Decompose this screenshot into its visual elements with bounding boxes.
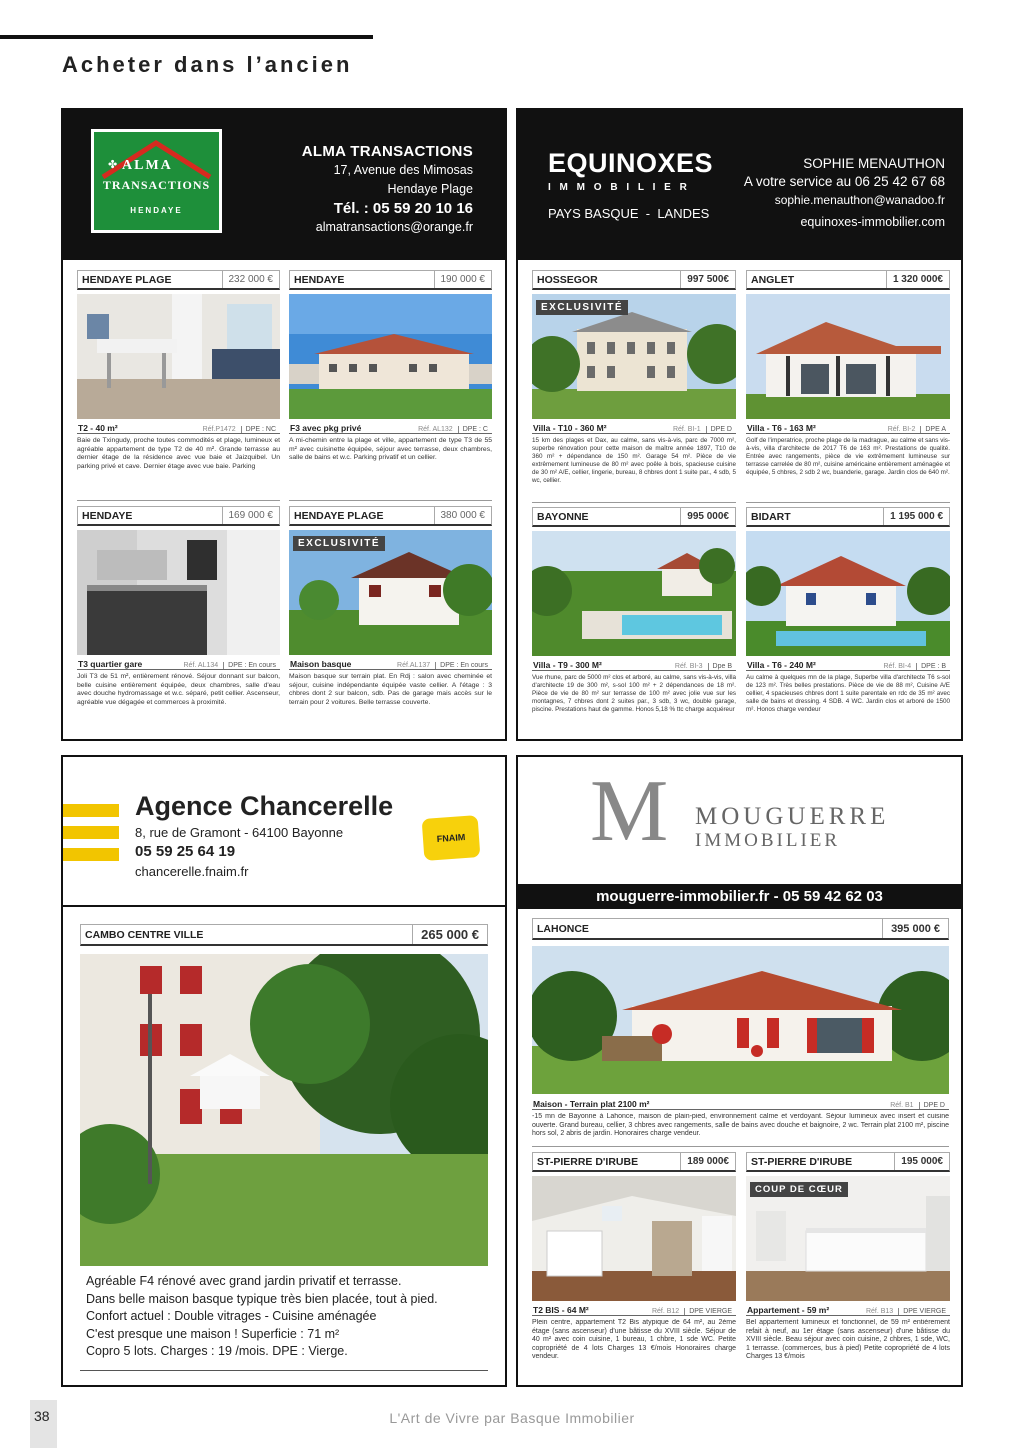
listing-location: ANGLET <box>751 273 795 286</box>
equinoxes-brand: EQUINOXES <box>548 148 714 178</box>
listing-ref: Réf. BI-3 <box>674 663 703 670</box>
listing-dpe: DPE : NC <box>241 426 280 433</box>
listing-card[interactable] <box>532 1152 736 1382</box>
listing-card[interactable] <box>746 1152 950 1382</box>
exclusivite-badge: EXCLUSIVITÉ <box>536 300 628 315</box>
listing-price: 395 000 € <box>882 919 948 938</box>
listing-location: ST-PIERRE D'IRUBE <box>751 1155 853 1168</box>
listing-type: Villa - T10 - 360 M² <box>533 423 607 433</box>
mouguerre-panel <box>516 755 963 1387</box>
chancerelle-address: 8, rue de Gramont - 64100 Bayonne <box>135 825 344 840</box>
listing-description: Vue rhune, parc de 5000 m² clos et arboré, au calme, sans vis-à-vis, villa d'architecte 19 de 300 m², s-sol 100 m² + 2 dépendances de 18 m². Pièce de vie de 80 m² sur terrasse de 100 m² avec jolie vue sur les montagnes, 7 chbres dont 2 suites par., 3 sdb, 3 wc, double garage, piscine. Prestations haut de gamme. Honos 5,18 % ttc charge acquéreur <box>532 674 736 713</box>
listing-location: HOSSEGOR <box>537 273 598 286</box>
listing-description: Golf de l'imperatrice, proche plage de la madrague, au calme et sans vis-à-vis, villa d'architecte de 2017 T6 de 163 m². Prestations de qualité. Entrée avec rangements, pièce de vie extrêmement lumineuse sur terrasse carrelée de 80 m², cuisine américaine entièrement aménagée et équipée, 5 chbres, 2 sdb 2 wc, buanderie, garage. Jardin clos de 640 m². <box>746 437 950 476</box>
fnaim-logo <box>422 815 481 861</box>
listing-photo[interactable] <box>77 294 280 419</box>
alma-logo-line2: TRANSACTIONS <box>102 178 211 192</box>
listing-card[interactable] <box>532 918 949 1146</box>
fnaim-label: FNAIM <box>436 832 466 844</box>
listing-price: 190 000 € <box>434 271 492 288</box>
listing-type: Villa - T9 - 300 M² <box>533 660 602 670</box>
coup-de-coeur-badge: COUP DE CŒUR <box>750 1182 848 1197</box>
listing-location: ST-PIERRE D'IRUBE <box>537 1155 639 1168</box>
listing-type: Appartement - 59 m² <box>747 1305 830 1315</box>
listing-type: T2 - 40 m² <box>78 423 118 433</box>
equinoxes-contact-name: SOPHIE MENAUTHON <box>803 156 945 171</box>
equinoxes-logo <box>548 148 713 221</box>
listing-dpe: DPE D <box>919 1102 949 1109</box>
alma-phone: Tél. : 05 59 20 10 16 <box>333 200 473 217</box>
listing-card[interactable] <box>746 507 950 737</box>
chancerelle-name: Agence Chancerelle <box>135 791 394 821</box>
chancerelle-panel <box>61 755 507 1387</box>
listing-type: Maison basque <box>290 659 352 669</box>
listing-type: Villa - T6 - 163 M² <box>747 423 816 433</box>
listing-price: 1 320 000€ <box>886 271 949 288</box>
listing-location: HENDAYE <box>82 509 133 522</box>
description-line: Agréable F4 rénové avec grand jardin privatif et terrasse. <box>86 1274 402 1288</box>
listing-photo[interactable] <box>746 531 950 656</box>
listing-photo[interactable] <box>746 294 950 419</box>
description-line: Confort actuel : Double vitrages - Cuisine aménagée <box>86 1309 377 1323</box>
chancerelle-phone: 05 59 25 64 19 <box>135 843 236 860</box>
listing-description: 15 km des plages et Dax, au calme, sans vis-à-vis, parc de 7000 m², superbe rénovation pour cette maison de maître année 1897, T10 de 360 m² + dépendance de 150 m². Garage 54 m². Pièce de vie extrêmement lumineuse de 80 m² avec poêle à bois, spacieuse cuisine de 30 m² A/E, cellier, lingerie, bureau, 8 chbres dont 1 suite par., 4 sdb, 5 wc, cellier. <box>532 437 736 484</box>
listing-ref: Réf. BI-2 <box>887 426 916 433</box>
listing-photo[interactable] <box>532 531 736 656</box>
listing-description: Baie de Txingudy, proche toutes commodités et plage, lumineux et agréable appartement de type T2 de 40 m². Grande terrasse au dernier étage de la résidence avec vue baie et Jaizquibel. Un parking privé et cave. Dernier étage avec vue baie. Parking <box>77 437 280 470</box>
listing-type: Maison - Terrain plat 2100 m² <box>533 1099 650 1109</box>
listing-dpe: DPE D <box>706 426 736 433</box>
listing-dpe: DPE A <box>920 426 950 433</box>
equinoxes-email[interactable]: sophie.menauthon@wanadoo.fr <box>774 193 945 207</box>
chancerelle-divider <box>63 905 505 907</box>
listing-ref: Réf. BI-4 <box>883 663 912 670</box>
listing-type: Villa - T6 - 240 M² <box>747 660 816 670</box>
chancerelle-logo-bars <box>63 804 119 862</box>
listing-price: 1 195 000 € <box>883 508 949 525</box>
page-number: 38 <box>34 1408 50 1424</box>
listing-dpe: DPE : C <box>458 426 492 433</box>
listing-location: BIDART <box>751 510 791 523</box>
listing-photo[interactable] <box>80 954 488 1266</box>
listing-description: -15 mn de Bayonne à Lahonce, maison de plain-pied, environnement calme et verdoyant. Séjour lumineux avec insert et cuisine ouverte. Grand bureau, cellier, 3 chbres avec rangements, salle de bains avec douche et baignoire, 2 wc. Terrain plat 2100 m², piscine hors sol, 2 abris de jardin. Honoraires charge vendeur. <box>532 1113 949 1137</box>
listing-card[interactable] <box>532 507 736 737</box>
listing-location: CAMBO CENTRE VILLE <box>85 928 204 941</box>
listing-location: LAHONCE <box>537 922 589 935</box>
description-line: Copro 5 lots. Charges : 19 /mois. DPE : Vierge. <box>86 1344 348 1358</box>
listing-type: T3 quartier gare <box>78 659 143 669</box>
listing-description <box>86 1273 438 1361</box>
listing-type: F3 avec pkg privé <box>290 423 362 433</box>
alma-city: Hendaye Plage <box>387 182 473 196</box>
listing-photo[interactable] <box>532 946 949 1094</box>
alma-address: 17, Avenue des Mimosas <box>333 163 473 177</box>
svg-text:✤: ✤ <box>108 159 118 171</box>
listing-description: A mi-chemin entre la plage et ville, appartement de type T3 de 55 m² avec cuisinette équipée, séjour avec terrasse, deux chambres, salle de bains et w.c. Parking privatif et un cellier. <box>289 437 492 461</box>
listing-type: T2 BIS - 64 M² <box>533 1305 589 1315</box>
listing-dpe: DPE : En cours <box>435 662 492 669</box>
listing-ref: Réf.P1472 <box>202 426 236 433</box>
alma-logo-line1: ALMA <box>122 158 173 173</box>
top-rule <box>0 35 373 39</box>
listing-photo[interactable] <box>532 1176 736 1301</box>
listing-photo[interactable] <box>77 530 280 655</box>
listing-ref: Réf. B12 <box>651 1308 680 1315</box>
equinoxes-header <box>518 110 961 260</box>
alma-logo <box>91 129 222 233</box>
alma-panel <box>61 108 507 741</box>
listing-card[interactable] <box>746 270 950 502</box>
listing-description: Bel appartement lumineux et fonctionnel, de 59 m² entièrement refait à neuf, au 1er étage (sans ascenseur) d'une bâtisse du XVIII siècle. Beau séjour avec coin cuisine, 2 chbres, 1 sde, WC, 1 terrasse. (commerces, bus à pied) Petite copropriété de 4 lots Charges 13 €/mois <box>746 1319 950 1360</box>
listing-ref: Réf. AL132 <box>418 426 453 433</box>
mouguerre-name2: IMMOBILIER <box>695 830 841 851</box>
listing-description: Maison basque sur terrain plat. En Rdj : salon avec cheminée et séjour, cuisine indépendante équipée vaste cellier. A l'étage : 3 chbres dont 2 sur balcon, sdb. Pas de garage mais accès sur le terrain pour 2 voitures. Belle terrasse couverte. <box>289 673 492 706</box>
listing-card[interactable] <box>77 270 280 500</box>
listing-location: HENDAYE PLAGE <box>82 273 172 286</box>
listing-description: Plein centre, appartement T2 Bis atypique de 64 m², au 2ème étage (sans ascenseur) d'une bâtisse du XVIII siècle. Séjour de 40 m² avec coin cuisine, 1 bureau, 1 chbre, 1 sde WC. Petite copropriété de 4 lots Charges 13 €/mois Honoraires charge vendeur. <box>532 1319 736 1360</box>
page-title: Acheter dans l’ancien <box>62 52 353 77</box>
listing-ref: Réf. AL134 <box>183 662 219 669</box>
mouguerre-name1: MOUGUERRE <box>695 803 890 830</box>
listing-dpe: DPE VIERGE <box>684 1308 736 1315</box>
listing-price: 380 000 € <box>434 507 492 524</box>
chancerelle-website[interactable]: chancerelle.fnaim.fr <box>135 864 249 879</box>
listing-price: 265 000 € <box>412 925 487 944</box>
equinoxes-sub: I M M O B I L I E R <box>548 182 690 193</box>
exclusivite-badge: EXCLUSIVITÉ <box>293 536 385 551</box>
description-line: C'est presque une maison ! Superficie : 71 m² <box>86 1326 340 1341</box>
alma-email[interactable]: almatransactions@orange.fr <box>315 220 473 234</box>
alma-logo-line3: HENDAYE <box>130 206 183 215</box>
listing-card[interactable] <box>289 506 492 734</box>
listing-price: 195 000€ <box>894 1153 949 1170</box>
listing-price: 995 000€ <box>680 508 735 525</box>
listing-photo[interactable] <box>532 294 736 419</box>
listing-price: 189 000€ <box>680 1153 735 1170</box>
listing-dpe: Dpe B <box>708 663 736 670</box>
page-footer: L'Art de Vivre par Basque Immobilier <box>389 1410 635 1426</box>
alma-header <box>63 110 505 260</box>
mouguerre-monogram: M <box>590 763 669 860</box>
listing-location: BAYONNE <box>537 510 589 523</box>
listing-photo[interactable] <box>289 294 492 419</box>
listing-ref: Réf. B13 <box>865 1308 894 1315</box>
equinoxes-contact-line: A votre service au 06 25 42 67 68 <box>743 174 945 189</box>
listing-ref: Réf.AL137 <box>397 662 431 669</box>
equinoxes-website[interactable]: equinoxes-immobilier.com <box>800 215 945 229</box>
listing-price: 169 000 € <box>222 507 280 524</box>
listing-price: 997 500€ <box>680 271 735 288</box>
description-line: Dans belle maison basque typique très bien placée, tout à pied. <box>86 1291 438 1306</box>
listing-dpe: DPE : B <box>916 663 950 670</box>
listing-location: HENDAYE PLAGE <box>294 509 384 522</box>
listing-photo[interactable] <box>746 1176 950 1301</box>
mouguerre-banner[interactable]: mouguerre-immobilier.fr - 05 59 42 62 03 <box>518 884 961 909</box>
listing-location: HENDAYE <box>294 273 345 286</box>
equinoxes-region: PAYS BASQUE - LANDES <box>548 206 710 221</box>
equinoxes-panel <box>516 108 963 741</box>
listing-card[interactable] <box>532 270 736 502</box>
listing-description: Au calme à quelques mn de la plage, Superbe villa d'architecte T6 s-sol de 123 m². Très belles prestations. Pièce de vie de 88 m², Cuisine A/E cellier, 4 spacieuses chbres dont 1 suite parentale en rdc de 35 m² avec salle de bains et dressing. 4 SDB. 4 WC. Jardin clos et arboré de 1500 m². Honos charge vendeur <box>746 674 950 713</box>
listing-dpe: DPE : En cours <box>223 662 280 669</box>
listing-card[interactable] <box>80 924 488 1377</box>
listing-price: 232 000 € <box>222 271 280 288</box>
listing-description: Joli T3 de 51 m², entièrement rénové. Séjour donnant sur balcon, belle cuisine entièrement équipée, deux chambres, salle d'eau avec douche hydromassage et w.c. séparé, petit cellier. Ascenseur, agréable vue dégagée et commerces à proximité. <box>77 673 280 706</box>
listing-ref: Réf. BI-1 <box>672 426 701 433</box>
listing-dpe: DPE VIERGE <box>898 1308 950 1315</box>
listing-ref: Réf. B1 <box>890 1102 914 1109</box>
listing-card[interactable] <box>77 506 280 734</box>
listing-card[interactable] <box>289 270 492 500</box>
listing-photo[interactable] <box>289 530 492 655</box>
alma-name: ALMA TRANSACTIONS <box>301 143 473 160</box>
